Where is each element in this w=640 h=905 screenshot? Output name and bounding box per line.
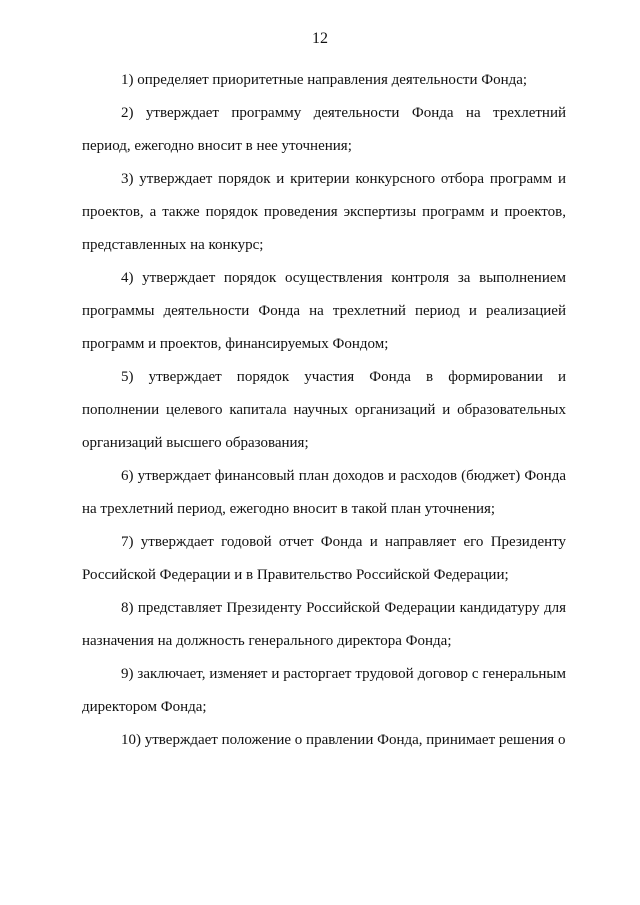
paragraph-4: 4) утверждает порядок осуществления контроля за выполнением программы деятельности Фонда на трехлетний период и реализацией программ и проектов, финансируемых Фондом; xyxy=(82,270,566,352)
paragraph-10: 10) утверждает положение о правлении Фонда, принимает решения о xyxy=(121,732,566,748)
paragraph-5: 5) утверждает порядок участия Фонда в формировании и пополнении целевого капитала научных организаций и образовательных организаций высшего образования; xyxy=(82,369,566,451)
paragraph-9: 9) заключает, изменяет и расторгает трудовой договор с генеральным директором Фонда; xyxy=(82,666,566,715)
paragraph-6: 6) утверждает финансовый план доходов и расходов (бюджет) Фонда на трехлетний период, ежегодно вносит в такой план уточнения; xyxy=(82,468,566,517)
paragraph-3: 3) утверждает порядок и критерии конкурсного отбора программ и проектов, а также порядок проведения экспертизы программ и проектов, представленных на конкурс; xyxy=(82,171,566,253)
paragraph-2: 2) утверждает программу деятельности Фонда на трехлетний период, ежегодно вносит в нее уточнения; xyxy=(82,105,566,154)
paragraph-8: 8) представляет Президенту Российской Федерации кандидатуру для назначения на должность генерального директора Фонда; xyxy=(82,600,566,649)
paragraph-1: 1) определяет приоритетные направления деятельности Фонда; xyxy=(121,72,528,88)
document-body xyxy=(82,64,566,757)
page-number: 12 xyxy=(312,30,328,47)
paragraph-7: 7) утверждает годовой отчет Фонда и направляет его Президенту Российской Федерации и в Правительство Российской Федерации; xyxy=(82,534,566,583)
